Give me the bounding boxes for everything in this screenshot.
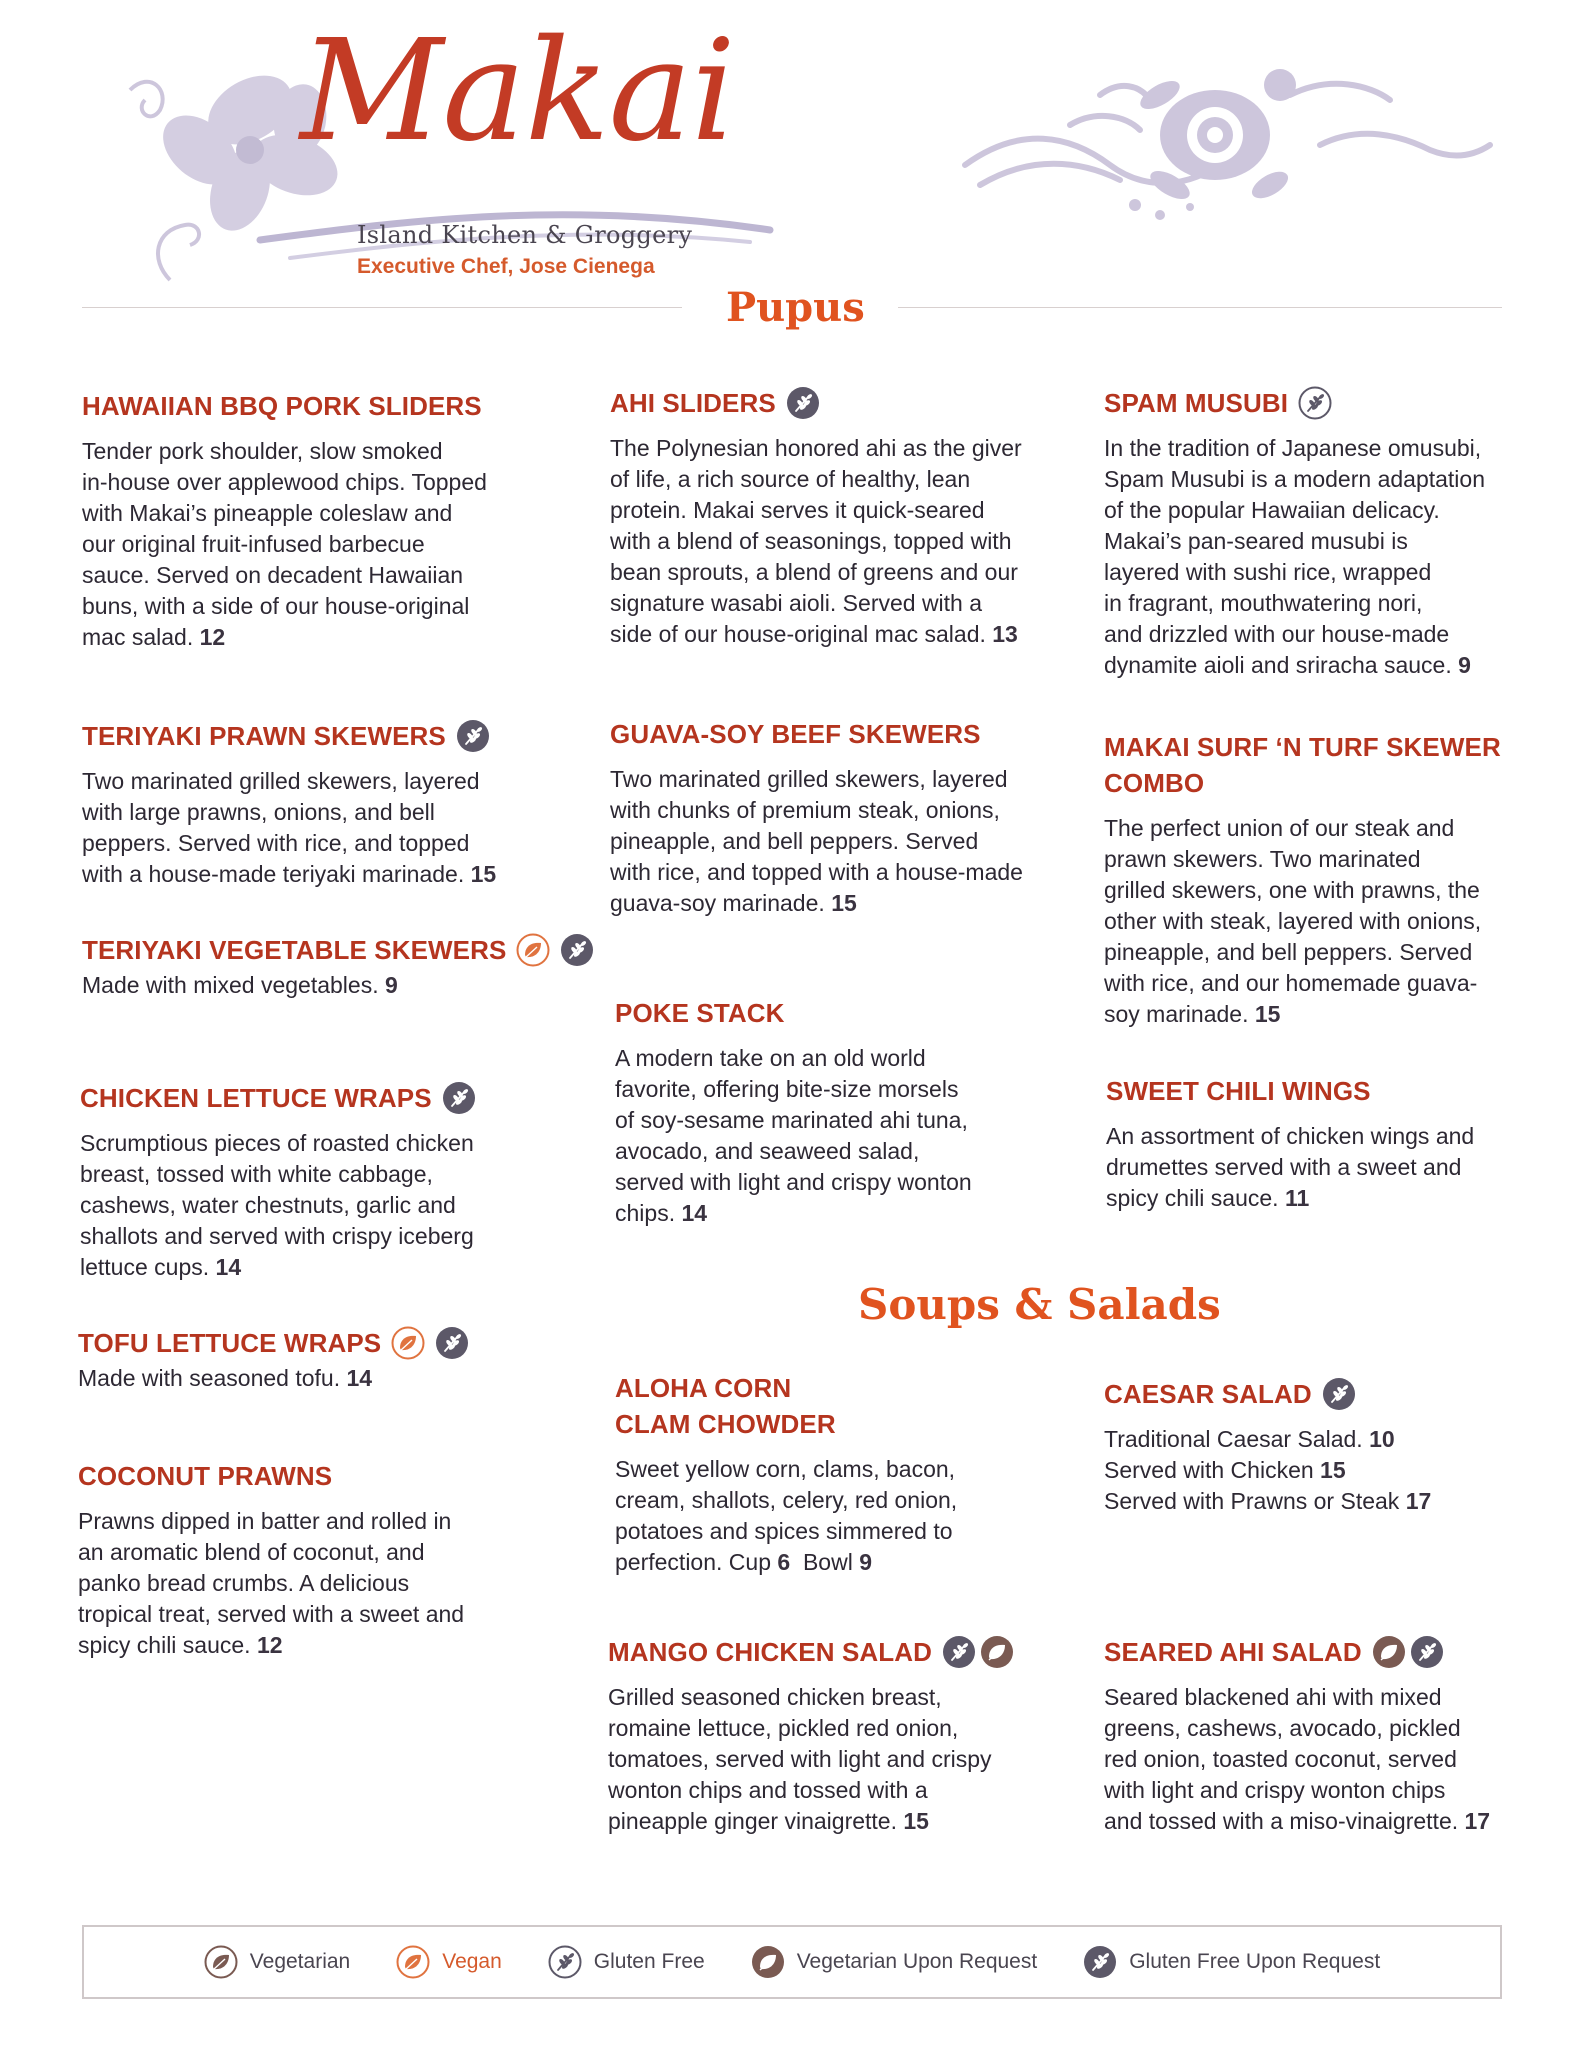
item-title-line-2: COMBO (1104, 768, 1205, 798)
legend-label: Gluten Free (593, 1950, 705, 1973)
vegan-icon (396, 1945, 430, 1979)
gluten-free-upon-request-icon (442, 1081, 476, 1115)
menu-item-coconut-prawns (78, 1458, 598, 1661)
menu-item-ahi-salad (1104, 1634, 1524, 1837)
bowl-price: 9 (859, 1549, 872, 1575)
item-price: 15 (1320, 1457, 1346, 1483)
item-title: ALOHA CORN (615, 1373, 792, 1403)
legend-label: Vegetarian (249, 1950, 351, 1973)
legend-gluten-free-upon-request (1083, 1945, 1380, 1979)
item-title: SWEET CHILI WINGS (1106, 1076, 1371, 1106)
vegetarian-icon (204, 1945, 238, 1979)
dietary-legend (82, 1925, 1502, 1999)
menu-item-mango-salad (608, 1634, 1088, 1837)
legend-vegan (396, 1945, 502, 1979)
legend-vegetarian-upon-request (751, 1945, 1038, 1979)
item-title-line-2: CLAM CHOWDER (615, 1409, 836, 1439)
item-price: 9 (1458, 652, 1471, 678)
item-description: Grilled seasoned chicken breast, romaine lettuce, pickled red onion, tomatoes, served with light and crispy wonton chips and tossed with a pineapple ginger vinaigrette. 15 (608, 1684, 992, 1834)
item-price: 15 (1254, 1001, 1281, 1027)
legend-vegetarian (204, 1945, 350, 1979)
menu-item-chicken-wraps (80, 1080, 600, 1283)
item-price: 17 (1405, 1488, 1432, 1514)
item-description: Two marinated grilled skewers, layered with chunks of premium steak, onions, pineapple, and bell peppers. Served with rice, and topped with a house-made guava-soy marinade. 15 (610, 766, 1023, 916)
item-description: Tender pork shoulder, slow smoked in-house over applewood chips. Topped with Makai’s pineapple coleslaw and our original fruit-infused barbecue sauce. Served on decadent Hawaiian buns, with a side of our house-original mac salad. 12 (82, 438, 487, 650)
item-title: TOFU LETTUCE WRAPS (78, 1328, 382, 1358)
item-description: Sweet yellow corn, clams, bacon, cream, shallots, celery, red onion, potatoes and spices simmered to perfection. Cup 6 Bowl 9 (615, 1456, 958, 1575)
menu-item-ahi-sliders (610, 385, 1080, 650)
item-price: 10 (1369, 1426, 1395, 1452)
item-price: 14 (215, 1254, 242, 1280)
item-price: 9 (385, 972, 398, 998)
item-description: Made with seasoned tofu. 14 (78, 1365, 373, 1391)
menu-item-veg-skewers (82, 932, 642, 1001)
divider-left (82, 307, 682, 308)
item-title: GUAVA-SOY BEEF SKEWERS (610, 719, 981, 749)
item-description: Made with mixed vegetables. 9 (82, 972, 398, 998)
legend-label: Vegetarian Upon Request (796, 1950, 1038, 1973)
item-price: 12 (199, 624, 226, 650)
item-price: 14 (681, 1200, 708, 1226)
item-title: TERIYAKI VEGETABLE SKEWERS (82, 935, 507, 965)
menu-item-surf-turf (1104, 729, 1524, 1030)
item-price: 17 (1464, 1808, 1491, 1834)
menu-item-prawn-skewers (82, 718, 602, 890)
menu-item-chili-wings (1106, 1073, 1526, 1214)
section-title-soups-salads: Soups & Salads (858, 1280, 1221, 1329)
menu-item-poke-stack (615, 995, 1075, 1229)
menu-item-bbq-sliders (82, 388, 582, 653)
item-title: SEARED AHI SALAD (1104, 1637, 1362, 1667)
item-title: COCONUT PRAWNS (78, 1461, 333, 1491)
vegan-icon (391, 1326, 425, 1360)
item-price: 11 (1284, 1185, 1310, 1211)
tagline: Island Kitchen & Groggery (357, 221, 693, 249)
cup-price: 6 (777, 1549, 791, 1575)
divider-right (898, 307, 1502, 308)
sea-turtle-art (960, 55, 1500, 235)
item-title: AHI SLIDERS (610, 388, 776, 418)
item-price: 12 (256, 1632, 283, 1658)
item-description: A modern take on an old world favorite, offering bite-size morsels of soy-sesame marinated ahi tuna, avocado, and seaweed salad, served with light and crispy wonton chips. 14 (615, 1045, 972, 1226)
item-title: CAESAR SALAD (1104, 1379, 1312, 1409)
item-price: 14 (346, 1365, 373, 1391)
item-price: 15 (831, 890, 857, 916)
menu-item-caesar-salad (1104, 1376, 1524, 1517)
section-title-pupus: Pupus (726, 284, 865, 331)
restaurant-logo: Makai (300, 10, 735, 173)
item-description: In the tradition of Japanese omusubi, Spam Musubi is a modern adaptation of the popular Hawaiian delicacy. Makai’s pan-seared musubi is layered with sushi rice, wrapped in fragrant, mouthwatering nori, and drizzled with our house-made dynamite aioli and sriracha sauce. 9 (1104, 435, 1485, 678)
gluten-free-upon-request-icon (456, 719, 490, 753)
vegetarian-upon-request-icon (980, 1635, 1014, 1669)
menu-item-tofu-wraps (78, 1325, 598, 1394)
item-description: Two marinated grilled skewers, layered with large prawns, onions, and bell peppers. Served with rice, and topped with a house-made teriyaki marinade. 15 (82, 768, 497, 887)
gluten-free-upon-request-icon (1083, 1945, 1117, 1979)
gluten-free-upon-request-icon (1410, 1635, 1444, 1669)
item-price: 13 (992, 621, 1018, 647)
item-description: Traditional Caesar Salad. 10 Served with Chicken 15 Served with Prawns or Steak 17 (1104, 1426, 1432, 1514)
item-description: Seared blackened ahi with mixed greens, cashews, avocado, pickled red onion, toasted coconut, served with light and crispy wonton chips and tossed with a miso-vinaigrette. 17 (1104, 1684, 1491, 1834)
item-description: The Polynesian honored ahi as the giver of life, a rich source of healthy, lean protein. Makai serves it quick-seared with a blend of seasonings, topped with bean sprouts, a blend of greens and our signature wasabi aioli. Served with a side of our house-original mac salad. 13 (610, 435, 1022, 647)
gluten-free-upon-request-icon (786, 386, 820, 420)
vegan-icon (516, 933, 550, 967)
menu-item-beef-skewers (610, 716, 1080, 919)
item-title: CHICKEN LETTUCE WRAPS (80, 1083, 432, 1113)
menu-item-clam-chowder (615, 1370, 1055, 1578)
chef-credit: Executive Chef, Jose Cienega (357, 255, 655, 278)
gluten-free-upon-request-icon (942, 1635, 976, 1669)
item-description: Prawns dipped in batter and rolled in an aromatic blend of coconut, and panko bread crumbs. A delicious tropical treat, served with a sweet and spicy chili sauce. 12 (78, 1508, 465, 1658)
item-title: TERIYAKI PRAWN SKEWERS (82, 721, 446, 751)
menu-item-spam-musubi (1104, 385, 1524, 681)
gluten-free-upon-request-icon (560, 933, 594, 967)
item-description: Scrumptious pieces of roasted chicken breast, tossed with white cabbage, cashews, water chestnuts, garlic and shallots and served with crispy iceberg lettuce cups. 14 (80, 1130, 474, 1280)
vegetarian-upon-request-icon (1372, 1635, 1406, 1669)
item-title: MANGO CHICKEN SALAD (608, 1637, 933, 1667)
gluten-free-icon (1298, 386, 1332, 420)
item-price: 15 (903, 1808, 929, 1834)
item-title: MAKAI SURF ‘N TURF SKEWER (1104, 732, 1501, 762)
item-description: The perfect union of our steak and prawn skewers. Two marinated grilled skewers, one with prawns, the other with steak, layered with onions, pineapple, and bell peppers. Served with rice, and our homemade guava- soy marinade. 15 (1104, 815, 1482, 1027)
legend-gluten-free (548, 1945, 705, 1979)
item-title: POKE STACK (615, 998, 785, 1028)
legend-label: Vegan (442, 1950, 502, 1973)
item-description: An assortment of chicken wings and drumettes served with a sweet and spicy chili sauce. 11 (1106, 1123, 1475, 1211)
gluten-free-upon-request-icon (435, 1326, 469, 1360)
gluten-free-upon-request-icon (1322, 1377, 1356, 1411)
vegetarian-upon-request-icon (751, 1945, 785, 1979)
item-price: 15 (470, 861, 497, 887)
item-title: SPAM MUSUBI (1104, 388, 1289, 418)
item-title: HAWAIIAN BBQ PORK SLIDERS (82, 391, 482, 421)
legend-label: Gluten Free Upon Request (1129, 1950, 1381, 1973)
gluten-free-icon (548, 1945, 582, 1979)
